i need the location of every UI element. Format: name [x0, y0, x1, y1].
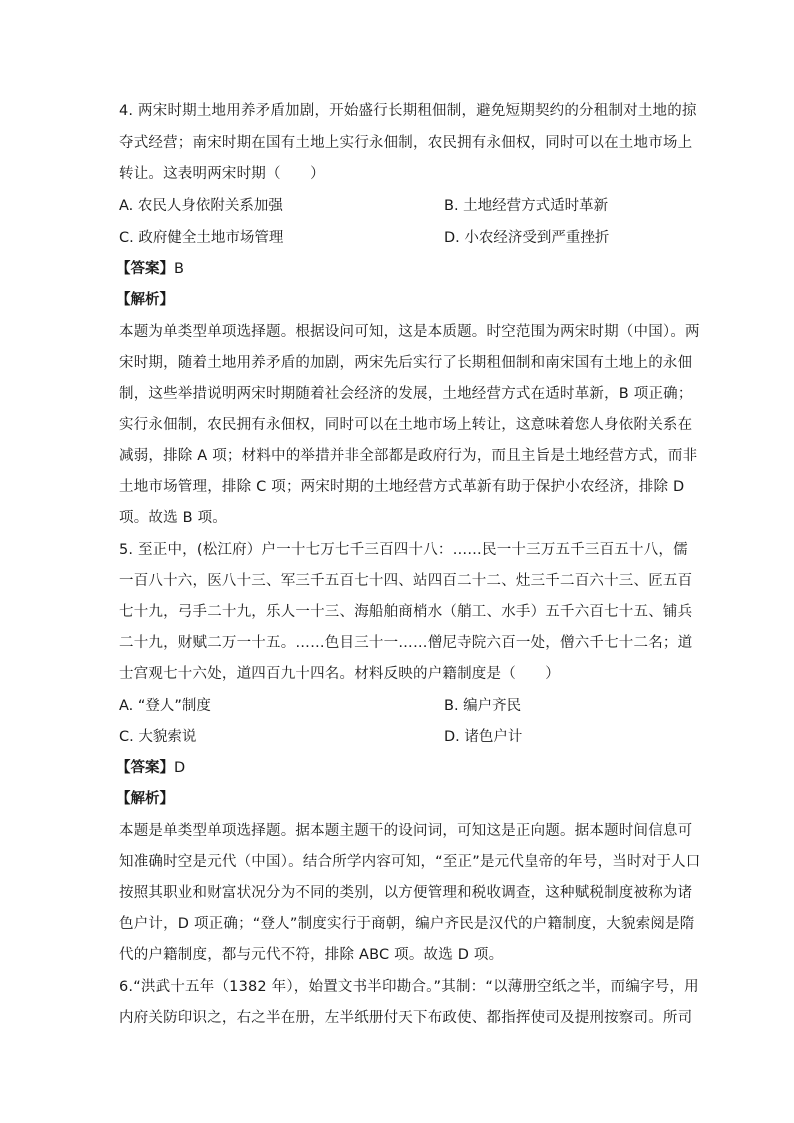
q6-stem-line-2: 内府关防印识之，右之半在册，左半纸册付天下布政使、都指挥使司及提刑按察司。所司 — [119, 1010, 693, 1026]
q4-analysis-line-6: 土地市场管理，排除 C 项；两宋时期的土地经营方式革新有助于保护小农经济，排除 D — [119, 479, 685, 495]
q5-analysis-label: 【解析】 — [116, 791, 174, 807]
q5-answer-value: D — [174, 760, 186, 776]
q5-analysis-line-2: 知准确时空是元代（中国）。结合所学内容可知，“至正”是元代皇帝的年号，当时对于人口 — [119, 854, 701, 870]
q4-analysis-line-7: 项。故选 B 项。 — [119, 510, 227, 526]
q5-analysis-line-3: 按照其职业和财富状况分为不同的类别，以方便管理和税收调查，这种赋税制度被称为诸 — [119, 885, 693, 901]
q4-stem-line-2: 夺式经营；南宋时期在国有土地上实行永佃制，农民拥有永佃权，同时可以在土地市场上 — [119, 135, 693, 151]
q4-option-c: C. 政府健全土地市场管理 — [119, 230, 284, 246]
q4-analysis-line-1: 本题为单类型单项选择题。根据设问可知，这是本质题。时空范围为两宋时期（中国）。两 — [119, 324, 700, 340]
q6-stem-line-1: 6.“洪武十五年（1382 年），始置文书半印勘合。”其制：“以薄册空纸之半，而编字号，用 — [119, 979, 699, 995]
q5-option-c: C. 大貌索说 — [119, 729, 197, 745]
q4-option-d: D. 小农经济受到严重挫折 — [444, 230, 610, 246]
q5-stem-line-5: 士宫观七十六处，道四百九十四名。材料反映的户籍制度是（ ） — [119, 666, 560, 682]
q5-answer-label: 【答案】 — [116, 760, 174, 776]
q4-answer-label: 【答案】 — [116, 261, 174, 277]
q5-answer — [116, 758, 185, 778]
q4-analysis-line-4: 实行永佃制，农民拥有永佃权，同时可以在土地市场上转让，这意味着您人身依附关系在 — [119, 417, 693, 433]
q5-stem-line-1: 5. 至正中，(松江府）户一十七万七千三百四十八：……民一十三万五千三百五十八，儒 — [119, 542, 688, 558]
q4-analysis-line-2: 宋时期，随着土地用养矛盾的加剧，两宋先后实行了长期租佃制和南宋国有土地上的永佃 — [119, 355, 693, 371]
q5-stem-line-2: 一百八十六，医八十三、军三千五百七十四、站四百二十二、灶三千二百六十三、匠五百 — [119, 573, 693, 589]
q5-option-d: D. 诸色户计 — [444, 729, 523, 745]
q4-answer — [116, 259, 184, 279]
q5-stem-line-4: 二十九，财赋二万一十五。……色目三十一……僧尼寺院六百一处，僧六千七十二名；道 — [119, 635, 693, 651]
q5-option-a: A. “登人”制度 — [119, 698, 211, 714]
q5-analysis-line-4: 色户计，D 项正确；“登人”制度实行于商朝，编户齐民是汉代的户籍制度，大貌索阅是隋 — [119, 916, 695, 932]
q5-option-b: B. 编户齐民 — [444, 698, 522, 714]
q4-option-b: B. 土地经营方式适时革新 — [444, 198, 609, 214]
q5-stem-line-3: 七十九，弓手二十九，乐人一十三、海船舶商梢水（艄工、水手）五千六百七十五、铺兵 — [119, 604, 693, 620]
q5-analysis-line-1: 本题是单类型单项选择题。据本题主题干的设问词，可知这是正向题。据本题时间信息可 — [119, 823, 693, 839]
q4-answer-value: B — [174, 261, 184, 277]
q4-analysis-label: 【解析】 — [116, 292, 174, 308]
q4-analysis-line-5: 减弱，排除 A 项；材料中的举措并非全部都是政府行为，而且主旨是土地经营方式，而非 — [119, 448, 698, 464]
q4-stem-line-1: 4. 两宋时期土地用养矛盾加剧，开始盛行长期租佃制，避免短期契约的分租制对土地的掠 — [119, 103, 697, 119]
q4-option-a: A. 农民人身依附关系加强 — [119, 198, 283, 214]
q4-analysis-line-3: 制，这些举措说明两宋时期随着社会经济的发展，土地经营方式在适时革新，B 项正确； — [119, 386, 693, 402]
q4-stem-line-3: 转让。这表明两宋时期（ ） — [119, 166, 325, 182]
q5-analysis-line-5: 代的户籍制度，都与元代不符，排除 ABC 项。故选 D 项。 — [119, 947, 504, 963]
